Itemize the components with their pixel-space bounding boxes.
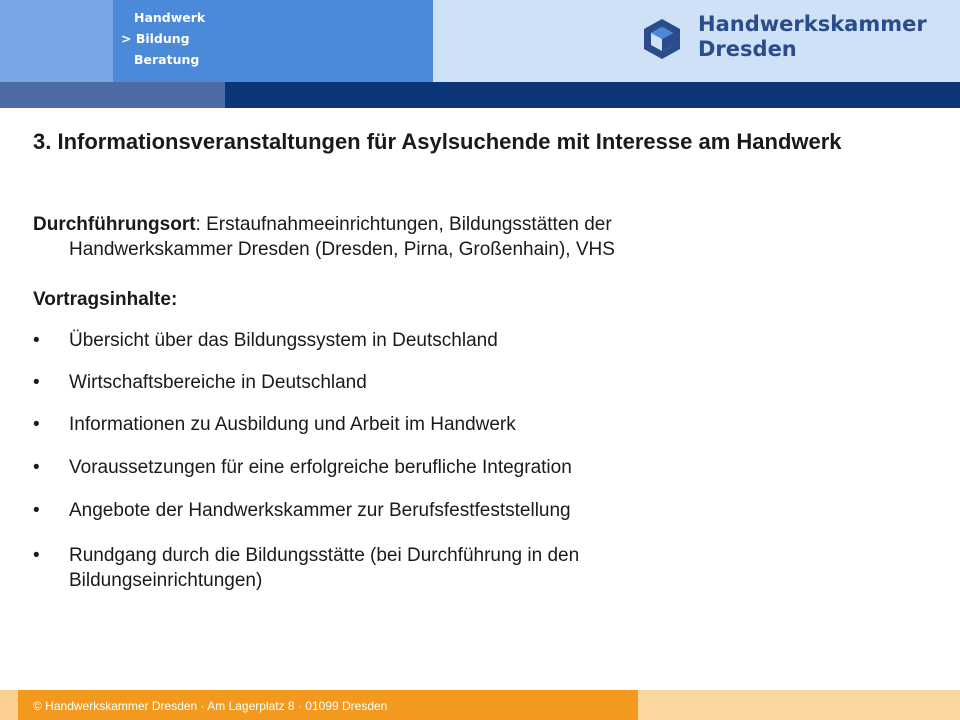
durchfuehrungsort-paragraph — [33, 212, 913, 262]
bullet-icon: • — [33, 500, 40, 521]
header-divider-bar-light — [0, 82, 225, 108]
list-item-text: Angebote der Handwerkskammer zur Berufsfestfeststellung — [69, 500, 571, 521]
footer-address: © Handwerkskammer Dresden · Am Lagerplatz 8 · 01099 Dresden — [33, 699, 388, 713]
slide-title: 3. Informationsveranstaltungen für Asylsuchende mit Interesse am Handwerk — [33, 129, 842, 154]
footer-left-band — [0, 690, 18, 720]
ort-label: Durchführungsort — [33, 214, 196, 235]
logo-wordmark — [698, 12, 927, 62]
bullet-icon: • — [33, 545, 40, 566]
handwerkskammer-logo-icon — [640, 17, 684, 61]
ort-text-1: : Erstaufnahmeeinrichtungen, Bildungsstätten der — [195, 214, 612, 235]
bullet-icon: • — [33, 372, 40, 393]
vortragsinhalte-heading: Vortragsinhalte: — [33, 289, 178, 310]
list-item-text: Wirtschaftsbereiche in Deutschland — [69, 372, 367, 393]
footer-right-band — [638, 690, 960, 720]
list-item-text: Übersicht über das Bildungssystem in Deutschland — [69, 330, 498, 351]
list-item-text: Rundgang durch die Bildungsstätte (bei Durchführung in den Bildungseinrichtungen) — [69, 545, 580, 591]
nav-item-handwerk[interactable]: Handwerk — [134, 10, 206, 25]
ort-text-2: Handwerkskammer Dresden (Dresden, Pirna, Großenhain), VHS — [69, 239, 615, 260]
list-item — [33, 370, 893, 395]
list-item-text: Informationen zu Ausbildung und Arbeit im Handwerk — [69, 414, 516, 435]
header-divider-bar-dark — [225, 82, 960, 108]
logo-line-2: Dresden — [698, 37, 797, 61]
bullet-icon: • — [33, 457, 40, 478]
bullet-icon: • — [33, 414, 40, 435]
list-item — [33, 328, 893, 353]
nav-item-beratung[interactable]: Beratung — [134, 52, 200, 67]
logo-line-1: Handwerkskammer — [698, 12, 927, 36]
header-left-band — [0, 0, 113, 82]
bullet-icon: • — [33, 330, 40, 351]
list-item — [33, 543, 753, 593]
nav-item-bildung[interactable]: > Bildung — [121, 31, 190, 46]
list-item — [33, 455, 893, 480]
list-item — [33, 498, 893, 523]
list-item — [33, 412, 893, 437]
list-item-text: Voraussetzungen für eine erfolgreiche berufliche Integration — [69, 457, 572, 478]
